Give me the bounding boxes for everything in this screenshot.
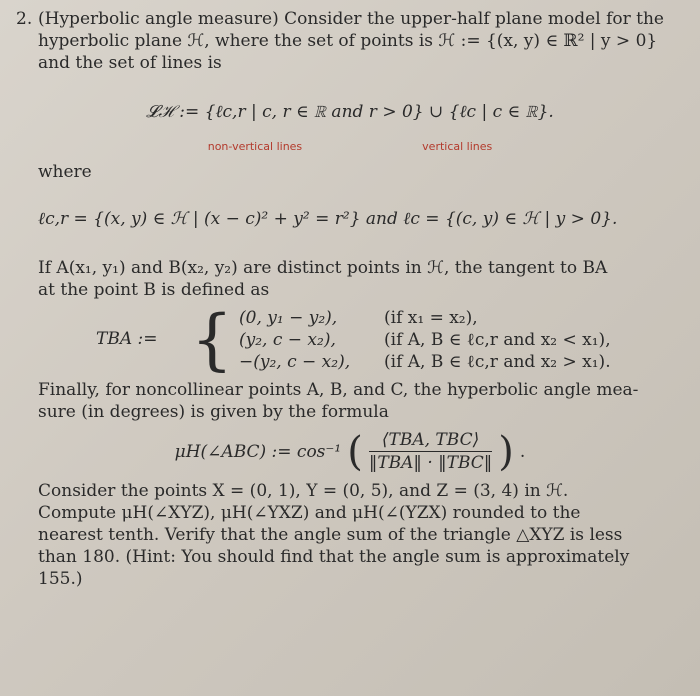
consider-line-3: nearest tenth. Verify that the angle sum of the triangle △XYZ is less	[38, 525, 623, 545]
label-vertical-lines: vertical lines	[422, 140, 493, 153]
mu-numerator: ⟨TBA, TBC⟩	[381, 430, 480, 450]
intro-line-1: 2. (Hyperbolic angle measure) Consider the upper-half plane model for the	[16, 9, 664, 29]
label-nonvertical-lines: non-vertical lines	[207, 140, 303, 153]
mu-denominator: ‖TBA‖ · ‖TBC‖	[368, 453, 493, 473]
right-paren: )	[498, 428, 514, 475]
tba-cases	[239, 307, 611, 373]
problem-number: 2.	[16, 9, 33, 29]
case-cond-3: (if A, B ∈ ℓc,r and x₂ > x₁).	[384, 352, 611, 372]
consider-line-4: than 180. (Hint: You should find that the angle sum is approximately	[38, 547, 630, 567]
finally-line-1: Finally, for noncollinear points A, B, and C, the hyperbolic angle mea-	[38, 380, 639, 400]
underbrace-labels	[16, 140, 684, 153]
case-expr-3: −(y₂, c − x₂),	[239, 352, 351, 372]
fraction	[369, 429, 492, 474]
tangent-line-1: If A(x₁, y₁) and B(x₂, y₂) are distinct points in ℋ, the tangent to BA	[38, 258, 608, 278]
angle-measure-formula	[16, 429, 684, 474]
left-paren: (	[347, 428, 363, 475]
lines-definition: 𝓛ℋ := {ℓc,r | c, r ∈ ℝ and r > 0} ∪ {ℓc | c ∈ ℝ}.	[146, 102, 554, 122]
finally-line-2: sure (in degrees) is given by the formula	[38, 402, 389, 422]
left-brace: {	[191, 301, 233, 378]
where-text: where	[38, 162, 92, 182]
case-cond-2: (if A, B ∈ ℓc,r and x₂ < x₁),	[384, 330, 611, 350]
tangent-line-2: at the point B is defined as	[38, 280, 270, 300]
intro-line-3: and the set of lines is	[38, 53, 222, 73]
ell-definition: ℓc,r = {(x, y) ∈ ℋ | (x − c)² + y² = r²} and ℓc = {(c, y) ∈ ℋ | y > 0}.	[38, 209, 618, 229]
mu-lhs: μH(∠ABC) := cos⁻¹	[174, 441, 342, 462]
case-expr-2: (y₂, c − x₂),	[239, 330, 336, 350]
consider-line-2: Compute μH(∠XYZ), μH(∠YXZ) and μH(∠(YZX) rounded to the	[38, 503, 581, 523]
mu-end: .	[519, 441, 526, 462]
consider-line-1: Consider the points X = (0, 1), Y = (0, 5), and Z = (3, 4) in ℋ.	[38, 481, 569, 501]
case-expr-1: (0, y₁ − y₂),	[239, 308, 338, 328]
consider-line-5: 155.)	[38, 569, 83, 589]
tba-lhs: TBA :=	[96, 329, 158, 349]
tba-definition	[96, 301, 684, 378]
intro-line-2: hyperbolic plane ℋ, where the set of points is ℋ := {(x, y) ∈ ℝ² | y > 0}	[38, 31, 658, 51]
case-cond-1: (if x₁ = x₂),	[384, 308, 478, 328]
